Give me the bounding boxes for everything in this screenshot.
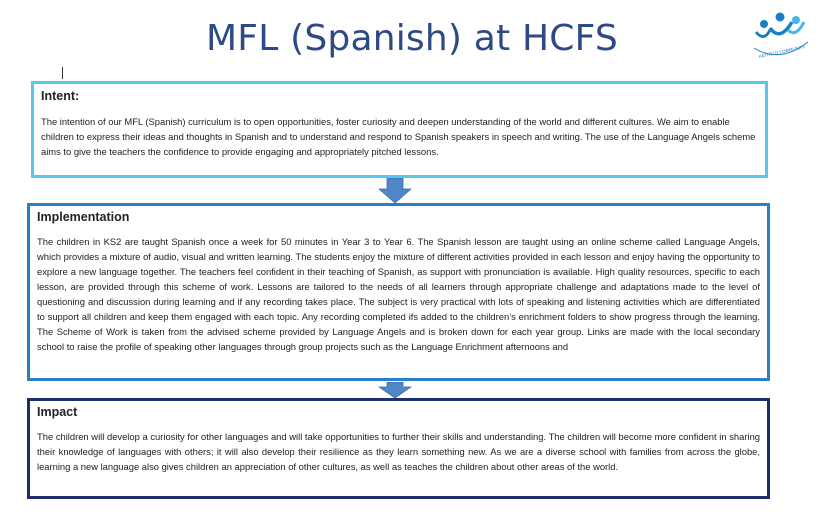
impact-section <box>27 398 770 499</box>
logo-figures-icon <box>756 13 804 37</box>
implementation-section <box>27 203 770 381</box>
text-cursor <box>62 67 63 79</box>
implementation-heading: Implementation <box>37 210 130 224</box>
page-title: MFL (Spanish) at HCFS <box>206 18 618 59</box>
intent-section <box>31 81 768 178</box>
implementation-body: The children in KS2 are taught Spanish once a week for 50 minutes in Year 3 to Year 6. The Spanish lesson are taught using an online scheme called Language Angels, which provides a mixture of audio, visual and written learning. The students enjoy the mixture of different activities provided in each lesson and enjoy having the opportunity to explore a new language together. The teachers feel confident in their teaching of Spanish, as support with pronunciation is available. High quality resources, specific to each lesson, are provided through this scheme of work. Lessons are tailored to the needs of all learners through appropriate challenge and adaptations made to the level of questioning and discussion during learning and if any recording takes place. The subject is very practical with lots of speaking and listening activities which are differentiated to support all children and keep them engaged with each topic. Any recording completed ifs added to the children’s enrichment folders to show progress through the learning. The Scheme of Work is taken from the advised scheme provided by Language Angels and is broken down for each year group. Links are made with the local secondary school to raise the profile of speaking other languages through group projects such as the Language Enrichment afternoons and <box>37 236 760 352</box>
intent-heading: Intent: <box>41 89 80 103</box>
intent-body: The intention of our MFL (Spanish) curriculum is to open opportunities, foster curiosity and deepen understanding of the world and different cultures. We aim to enable children to express their ideas and thoughts in Spanish and to understand and respond to Spanish speakers in speech and writing. The use of the Language Angels scheme aims to give the teachers the confidence to provide engaging and appropriately pitched lessons. <box>41 116 756 157</box>
impact-heading: Impact <box>37 405 78 419</box>
impact-body: The children will develop a curiosity for other languages and will take opportunities to further their skills and understanding. The children will become more confident in sharing their knowledge of languages with others; it will also develop their resilience as they learn something new. As we are a diverse school with families from across the globe, learning a new language also gives children an appreciation of other cultures, as well as teaches the children about other areas of the world. <box>37 431 760 472</box>
down-arrow-icon <box>378 178 412 204</box>
down-arrow-icon <box>378 382 412 399</box>
school-logo <box>748 8 812 62</box>
svg-text:HATFIELD COMMUNITY: HATFIELD COMMUNITY <box>758 44 806 60</box>
